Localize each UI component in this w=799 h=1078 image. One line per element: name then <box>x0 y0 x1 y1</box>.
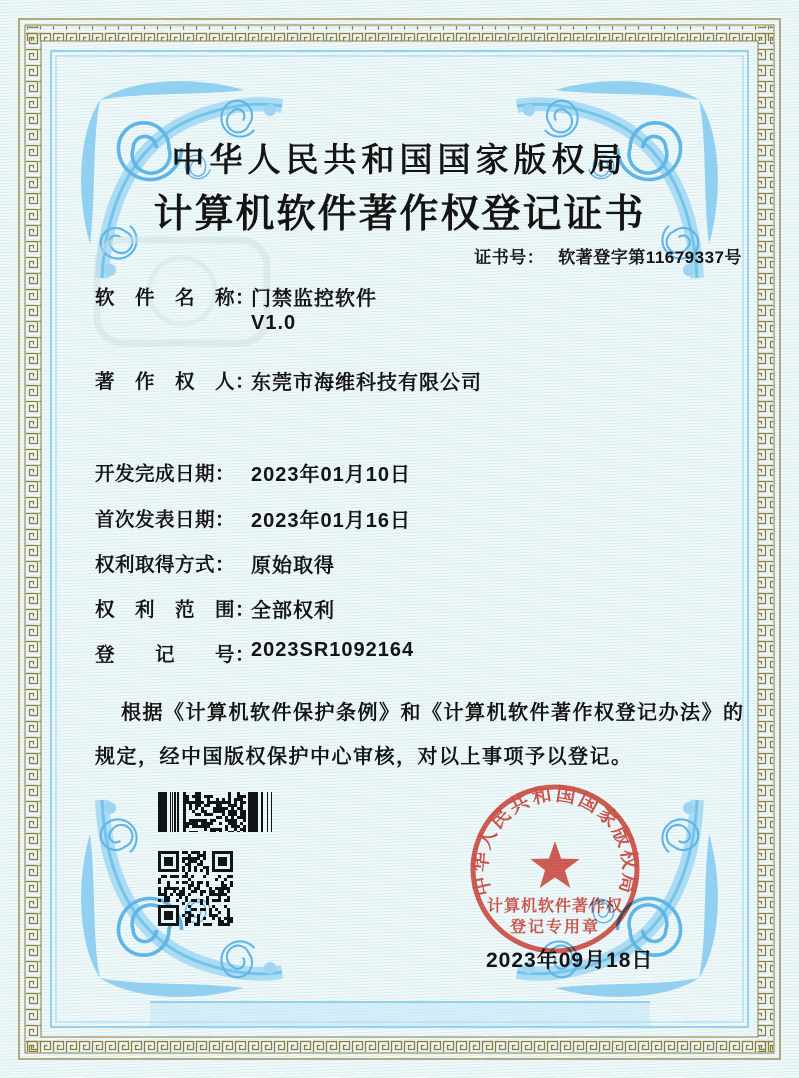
official-red-seal <box>457 771 653 967</box>
certificate-number <box>474 243 742 268</box>
field-value: 2023年01月10日 <box>251 464 411 486</box>
barcode <box>158 792 272 832</box>
certificate-title: 计算机软件著作权登记证书 <box>153 193 646 236</box>
field-value: 2023SR1092164 <box>251 639 415 661</box>
registration-statement-line2: 规定，经中国版权保护中心审核，对以上事项予以登记。 <box>95 746 633 768</box>
field-development-completed-date <box>95 458 411 487</box>
field-copyright-owner <box>95 366 482 395</box>
field-label: 软 件 名 称： <box>95 287 256 309</box>
certificate-number-value: 软著登字第11679337号 <box>558 248 742 267</box>
seal-star-icon <box>530 841 579 888</box>
field-value: V1.0 <box>251 312 297 334</box>
field-value: 2023年01月16日 <box>251 510 411 532</box>
field-label: 开发完成日期： <box>95 463 236 485</box>
field-label: 首次发表日期： <box>95 509 236 531</box>
field-registration-number <box>95 639 414 667</box>
field-label: 登 记 号： <box>95 644 256 666</box>
field-first-publication-date <box>95 504 411 533</box>
field-value: 原始取得 <box>251 555 335 577</box>
registration-statement-line1: 根据《计算机软件保护条例》和《计算机软件著作权登记办法》的 <box>121 702 745 724</box>
issuing-authority-title: 中华人民共和国国家版权局 <box>171 143 628 179</box>
issue-date: 2023年09月18日 <box>486 949 654 972</box>
svg-text:中华人民共和国国家版权局 <box>468 783 641 898</box>
field-label: 权 利 范 围： <box>95 599 256 621</box>
seal-ring-text: 中华人民共和国国家版权局 <box>469 783 641 898</box>
field-rights-acquisition-method <box>95 549 335 578</box>
field-label: 著 作 权 人： <box>95 371 256 393</box>
field-rights-scope <box>95 594 335 623</box>
seal-line2: 登记专用章 <box>509 919 601 936</box>
field-software-version <box>95 312 296 335</box>
field-software-name <box>95 282 377 311</box>
field-label: 权利取得方式： <box>95 554 236 576</box>
qr-code <box>158 851 233 926</box>
seal-line1: 计算机软件著作权 <box>486 898 624 915</box>
certificate-number-label: 证书号： <box>474 248 545 267</box>
field-value: 全部权利 <box>251 600 335 622</box>
field-value: 门禁监控软件 <box>251 288 377 310</box>
field-value: 东莞市海维科技有限公司 <box>251 372 482 394</box>
